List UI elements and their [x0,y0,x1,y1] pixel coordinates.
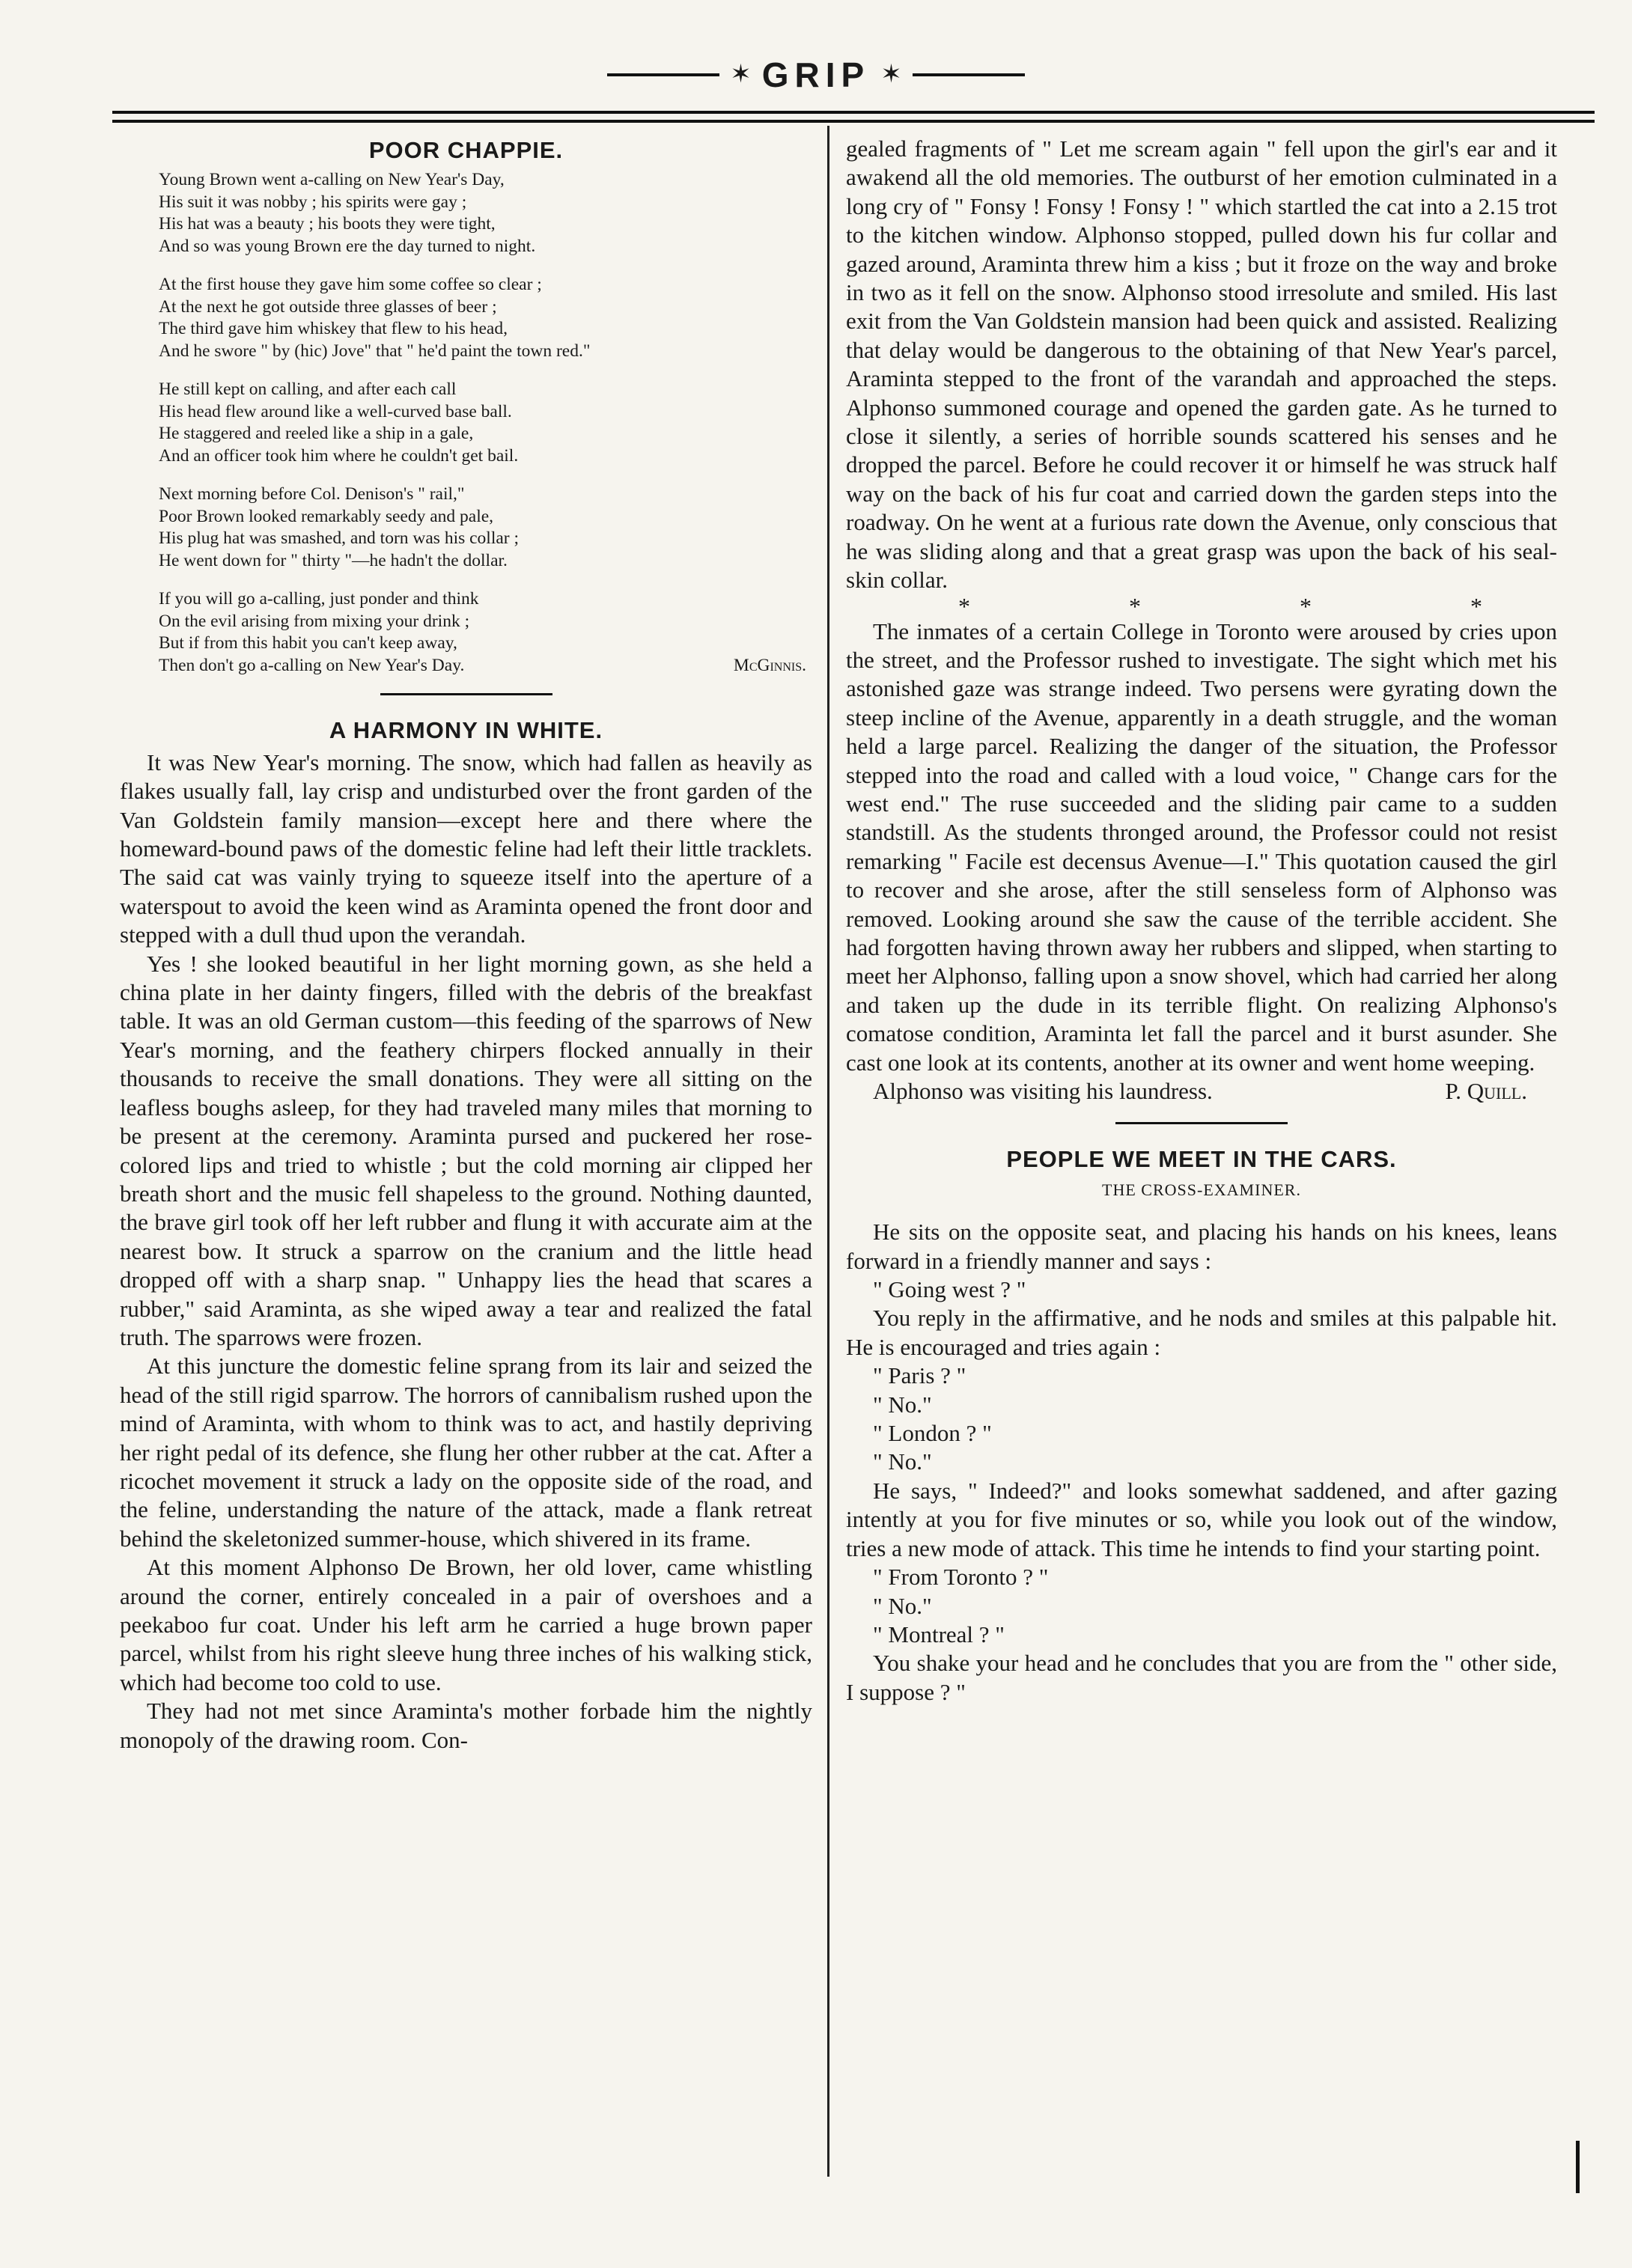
poem-line: His head flew around like a well-curved base ball. [159,401,512,421]
poem-stanza [159,588,812,677]
star-glyph: * [958,592,970,620]
poem-line: He still kept on calling, and after each call [159,379,457,400]
poem-line: His plug hat was smashed, and torn was his collar ; [159,528,520,549]
people-subtitle: THE CROSS-EXAMINER. [1102,1180,1301,1199]
masthead-title: GRIP [761,55,871,94]
poem-line: On the evil arising from mixing your drink ; [159,611,470,631]
harmony-paragraph: They had not met since Araminta's mother forbade him the nightly monopoly of the drawing room. Con- [120,1698,812,1753]
poem-body [120,169,812,677]
poem-line: Young Brown went a-calling on New Year's Day, [159,170,505,190]
masthead-right-star-icon: ✶ [880,61,902,88]
people-paragraph: " From Toronto ? " [873,1564,1049,1591]
margin-bar [1576,2141,1580,2193]
harmony-paragraph: It was New Year's morning. The snow, which had fallen as heavily as flakes usually fall, lay crisp and undisturbed over the front garden of the Van Goldstein family mansion—except here and there where the homeward-bound paws of the domestic feline had left their little tracklets. The said cat was vainly trying to squeeze itself into the aperture of a waterspout to avoid the keen wind as Araminta opened the front door and stepped with a dull thud upon the verandah. [120,749,812,948]
poem-line: His suit it was nobby ; his spirits were gay ; [159,192,467,212]
poem-author: McGinnis. [733,655,806,675]
column-divider [827,126,829,2177]
section-stars [846,592,1557,620]
star-glyph: * [1470,592,1482,620]
people-paragraph: " Montreal ? " [873,1621,1005,1647]
poem-line: Poor Brown looked remarkably seedy and pale, [159,506,494,526]
masthead-left-rule [607,73,719,76]
harmony-paragraph: The inmates of a certain College in Toronto were aroused by cries upon the street, and the Professor rushed to investigate. The sight which met his astonished gaze was strange indeed. Two persens were gyrating down the steep incline of the Avenue, apparently in a death struggle, and the woman held a large parcel. Realizing the danger of the situation, the Professor stepped into the road and called with a loud voice, " Change cars for the west end." The ruse succeeded and the sliding pair came to a sudden standstill. As the students thronged around, the Professor could not resist remarking " Facile est decensus Avenue—I." This quotation caused the girl to recover and she arose, after the still senseless form of Alphonso was removed. Looking around she saw the cause of the terrible accident. She had forgotten having thrown away her rubbers and slipped, when starting to meet her Alphonso, falling upon a snow shovel, which had carried her along and taken up the dude in its terrible flight. On realizing Alphonso's comatose condition, Araminta let fall the parcel and it burst asunder. She cast one look at its contents, another at its owner and went home weeping. [846,618,1557,1076]
people-paragraph: " No." [873,1592,932,1619]
poem-line: Next morning before Col. Denison's " rail," [159,484,465,504]
people-paragraph: " Going west ? " [873,1276,1026,1303]
poem-stanza [159,169,812,257]
people-paragraph: You reply in the affirmative, and he nods and smiles at this palpable hit. He is encouraged and tries again : [846,1305,1557,1360]
people-paragraph: He sits on the opposite seat, and placing his hands on his knees, leans forward in a friendly manner and says : [846,1219,1557,1274]
poem-line: He went down for " thirty "—he hadn't the dollar. [159,550,508,570]
people-paragraph: " No." [873,1391,932,1418]
poem-line: If you will go a-calling, just ponder and think [159,589,479,609]
poem-line: At the next he got outside three glasses of beer ; [159,296,497,317]
poem-title: POOR CHAPPIE. [368,137,564,163]
harmony-continuation: gealed fragments of " Let me scream again " fell upon the girl's ear and it awakend all the old memories. The outburst of her emotion culminated in a long cry of " Fonsy ! Fonsy ! Fonsy ! " which startled the cat into a 2.15 trot to the kitchen window. Alphonso stopped, pulled down his fur collar and gazed around, Araminta threw him a kiss ; but it froze on the way and broke in two as it fell on the snow. Alphonso stood irresolute and smiled. His last exit from the Van Goldstein mansion had been quick and assisted. Realizing that delay would be dangerous to the obtaining of that New Year's parcel, Araminta stepped to the front of the varandah and approached the steps. Alphonso summoned courage and opened the garden gate. As he turned to close it silently, a series of horrible sounds scattered his senses and he dropped the parcel. Before he could recover it or himself he was struck half way on the back of his fur coat and carried down the garden steps into the roadway. On he went at a furious rate down the Avenue, only conscious that he was sliding along and that a great grasp was upon the back of his seal-skin collar. [846,135,1557,594]
poem-line: At the first house they gave him some coffee so clear ; [159,275,542,295]
people-paragraph: He says, " Indeed?" and looks somewhat saddened, and after gazing intently at you for five minutes or so, while you look out of the window, tries a new mode of attack. This time he intends to find your starting point. [846,1477,1557,1561]
section-separator [380,693,552,695]
left-column [120,135,812,1755]
people-paragraph: You shake your head and he concludes that you are from the " other side, I suppose ? " [846,1650,1557,1705]
harmony-paragraph: At this moment Alphonso De Brown, her old lover, came whistling around the corner, entirely concealed in a pair of overshoes and a peekaboo fur coat. Under his left arm he carried a huge brown paper parcel, whilst from his right sleeve hung three inches of his walking stick, which had become too cold to use. [120,1554,812,1695]
poem-stanza [159,484,812,572]
poem-line: Then don't go a-calling on New Year's Day. [159,655,465,675]
harmony-paragraph: Yes ! she looked beautiful in her light morning gown, as she held a china plate in her dainty fingers, filled with the debris of the breakfast table. It was an old German custom—this feeding of the sparrows of New Year's morning, and the feathery chirpers flocked annually in their thousands to receive the small donations. They were all sitting on the leafless boughs asleep, for they had traveled many miles that morning to be present at the ceremony. Araminta pursed and puckered her rose-colored lips and tried to whistle ; but the cold morning air clipped her breath short and the music fell shapeless to the ground. Nothing daunted, the brave girl took off her left rubber and flung it with accurate aim at the nearest bow. It struck a sparrow on the cranium and the little head dropped off with a sharp snap. " Unhappy lies the head that scares a rubber," said Araminta, as she wiped away a tear and realized the fatal truth. The sparrows were frozen. [120,950,812,1350]
people-title: PEOPLE WE MEET IN THE CARS. [1006,1146,1397,1173]
poem-stanza [159,274,812,362]
masthead [0,52,1632,97]
star-glyph: * [1300,592,1312,620]
right-column [846,135,1557,1707]
poem-line: The third gave him whiskey that flew to his head, [159,319,508,339]
harmony-author: P. Quill. [1445,1078,1527,1104]
people-paragraph: " Paris ? " [873,1362,966,1389]
poem-line: And an officer took him where he couldn't get bail. [159,445,519,466]
poem-last-line [159,655,812,677]
poem-line: But if from this habit you can't keep away, [159,633,457,653]
people-paragraph: " London ? " [873,1420,992,1447]
poem-line: And he swore " by (hic) Jove" that " he'd paint the town red." [159,341,591,361]
masthead-left-star-icon: ✶ [730,61,752,88]
star-glyph: * [1129,592,1141,620]
poem-line: He staggered and reeled like a ship in a gale, [159,424,474,444]
poem-stanza [159,379,812,467]
poem-line: His hat was a beauty ; his boots they were tight, [159,214,496,234]
header-rule-top [112,111,1595,114]
harmony-signature [846,1077,1557,1106]
header-rule-bottom [112,120,1595,123]
masthead-right-rule [913,73,1025,76]
section-separator [1115,1122,1288,1124]
harmony-paragraph: At this juncture the domestic feline sprang from its lair and seized the head of the still rigid sparrow. The horrors of cannibalism rushed upon the mind of Araminta, with whom to think was to act, and hastily depriving her right pedal of its defence, she flung her other rubber at the cat. After a ricochet movement it struck a lady on the opposite side of the road, and the feline, understanding the nature of the attack, made a flank retreat behind the skeletonized summer-house, which shivered in its frame. [120,1353,812,1552]
harmony-title: A HARMONY IN WHITE. [329,717,603,744]
harmony-last-line: Alphonso was visiting his laundress. [873,1078,1213,1104]
poem-line: And so was young Brown ere the day turned to night. [159,236,536,256]
people-paragraph: " No." [873,1448,932,1475]
